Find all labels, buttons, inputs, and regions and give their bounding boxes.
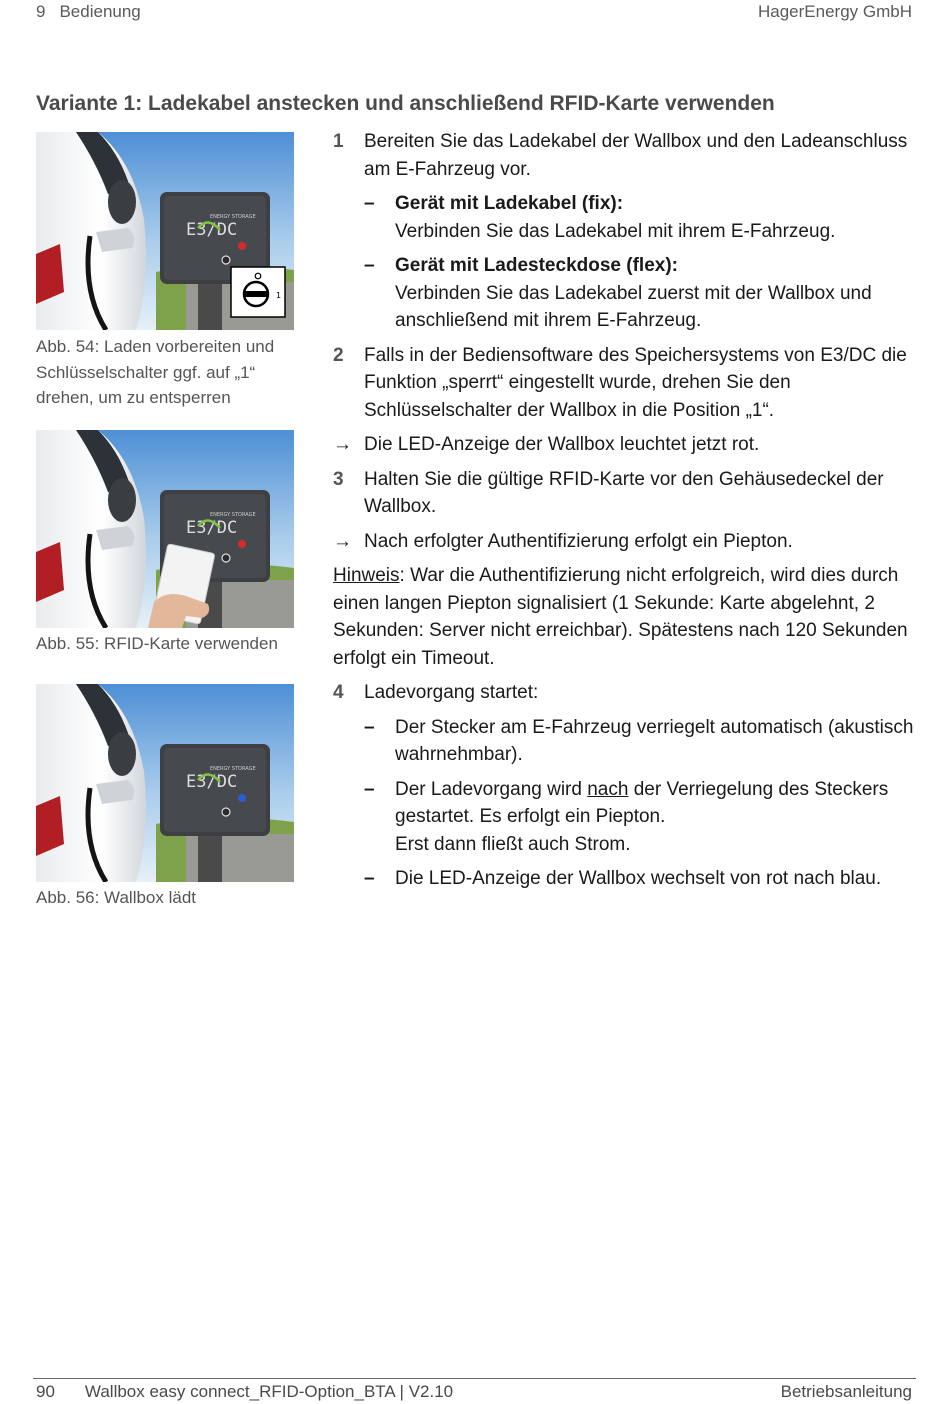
substep-plug-lock [333, 714, 918, 769]
section-title: Bedienung [59, 2, 141, 21]
note-text: : War die Authentifizierung nicht erfolgreich, wird dies durch einen langen Piepton signalisiert (1 Sekunde: Karte abgelehnt, 2 Sekunden: Server nicht erreichbar). Spätestens nach 120 Sekunden erfolgt ein Timeout. [333, 565, 908, 669]
figure-wallbox-charging [36, 684, 294, 882]
page-number: 90 [36, 1382, 55, 1401]
substep-charging-start [333, 776, 918, 859]
substep-title: Gerät mit Ladekabel (fix): [395, 193, 624, 214]
step-text: Falls in der Bediensoftware des Speichersystems von E3/DC die Funktion „sperrt“ eingestellt wurde, drehen Sie den Schlüsselschalter der Wallbox in die Position „1“. [364, 344, 907, 421]
key-switch [222, 808, 230, 816]
substep-text-b: der Verriegelung des Steckers gestartet. Es erfolgt ein Piepton. [395, 778, 889, 827]
step-number: 1 [333, 131, 344, 152]
key-position-label: 1 [276, 291, 282, 300]
substep-text: Die LED-Anzeige der Wallbox wechselt von rot nach blau. [395, 868, 882, 889]
figure-caption: Abb. 56: Wallbox lädt [36, 888, 197, 907]
device-logo: E3/DC [186, 220, 238, 240]
result-beep [333, 528, 918, 556]
wallbox-key-switch-photo [36, 132, 294, 330]
result-text: Nach erfolgter Authentifizierung erfolgt ein Piepton. [364, 530, 793, 552]
step-4 [333, 679, 918, 707]
step-text: Bereiten Sie das Ladekabel der Wallbox und den Ladeanschluss am E-Fahrzeug vor. [364, 131, 908, 180]
substep-fixed-cable [333, 190, 918, 245]
substep-text-c: Erst dann fließt auch Strom. [395, 833, 631, 855]
device-logo: E3/DC [186, 772, 238, 792]
step-text: Halten Sie die gültige RFID-Karte vor den Gehäusedeckel der Wallbox. [364, 468, 884, 517]
dash-bullet: – [364, 868, 375, 889]
device-subtitle: ENERGY STORAGE [210, 214, 256, 220]
substep-led-blue [333, 865, 918, 893]
substep-socket [333, 252, 918, 335]
result-led-red [333, 431, 918, 459]
device-subtitle: ENERGY STORAGE [210, 766, 256, 772]
step-number: 4 [333, 682, 344, 703]
substep-emphasis: nach [587, 778, 629, 800]
device-subtitle: ENERGY STORAGE [210, 512, 256, 518]
figure-caption: Abb. 55: RFID-Karte verwenden [36, 634, 278, 653]
figure-prepare-charging [36, 132, 294, 330]
running-header-section [36, 2, 141, 22]
step-number: 3 [333, 468, 344, 490]
substep-text: Verbinden Sie das Ladekabel zuerst mit der Wallbox und anschließend mit ihrem E-Fahrzeug. [395, 282, 872, 331]
substep-text: Der Stecker am E-Fahrzeug verriegelt automatisch (akustisch wahrnehmbar). [395, 716, 914, 765]
step-number: 2 [333, 344, 344, 366]
substep-text: Verbinden Sie das Ladekabel mit ihrem E-Fahrzeug. [395, 220, 836, 242]
led-indicator [238, 242, 246, 250]
key-switch [222, 554, 230, 562]
note-label: Hinweis [333, 565, 400, 586]
dash-bullet: – [364, 193, 375, 214]
note-paragraph [333, 562, 918, 672]
step-1 [333, 128, 918, 183]
dash-bullet: – [364, 778, 375, 800]
step-3 [333, 466, 918, 521]
result-arrow-icon: → [333, 434, 352, 455]
result-text: Die LED-Anzeige der Wallbox leuchtet jetzt rot. [364, 434, 760, 455]
footer-divider [33, 1378, 916, 1379]
result-arrow-icon: → [333, 530, 352, 552]
key-switch [222, 256, 230, 264]
section-number: 9 [36, 2, 46, 21]
instruction-steps [333, 128, 918, 900]
document-name: Wallbox easy connect_RFID-Option_BTA | V2.10 [84, 1382, 454, 1401]
substep-text-a: Der Ladevorgang wird [395, 778, 588, 800]
step-2 [333, 342, 918, 425]
footer-left [36, 1382, 453, 1402]
wallbox-charging-photo [36, 684, 294, 882]
device-logo: E3/DC [186, 518, 238, 538]
dash-bullet: – [364, 255, 375, 276]
led-indicator [238, 540, 246, 548]
document-type: Betriebsanleitung [780, 1382, 912, 1401]
substep-title: Gerät mit Ladesteckdose (flex): [395, 255, 678, 276]
dash-bullet: – [364, 716, 375, 738]
step-text: Ladevorgang startet: [364, 682, 539, 703]
page-title: Variante 1: Ladekabel anstecken und anschließend RFID-Karte verwenden [36, 92, 775, 115]
figure-rfid-card [36, 430, 294, 628]
figure-caption: Abb. 54: Laden vorbereiten und Schlüsselschalter ggf. auf „1“ drehen, um zu entsperren [36, 337, 275, 407]
wallbox-rfid-photo [36, 430, 294, 628]
led-indicator [238, 794, 246, 802]
running-header-company: HagerEnergy GmbH [757, 2, 912, 21]
